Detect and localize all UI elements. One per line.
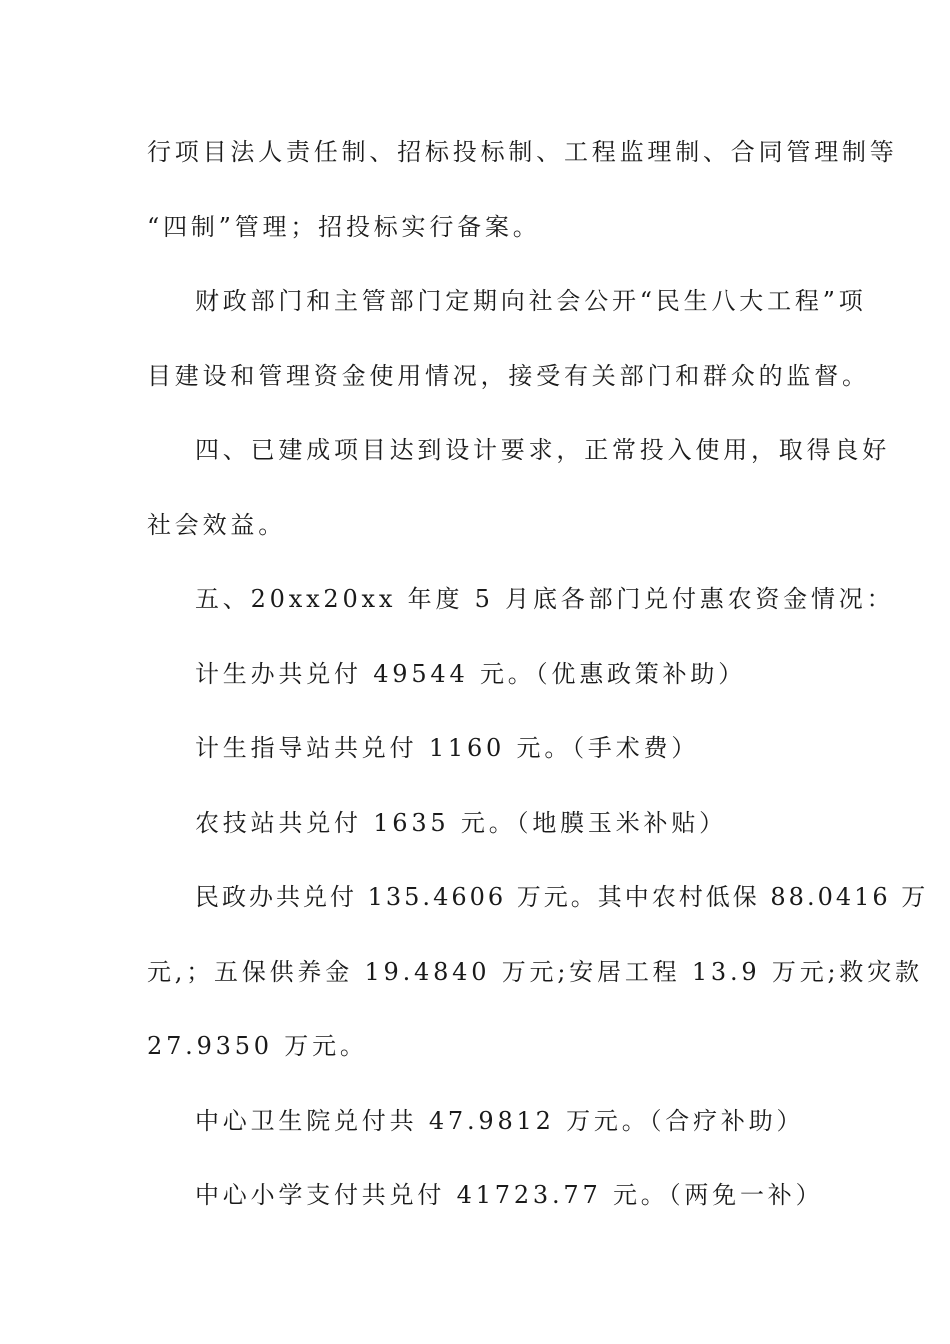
text-line: “四制”管理；招投标实行备案。: [147, 213, 541, 241]
text-line: 元,；五保供养金 19.4840 万元;安居工程 13.9 万元;救灾款: [147, 958, 923, 986]
section-heading-line: 四、已建成项目达到设计要求，正常投入使用，取得良好: [195, 436, 890, 464]
text-line: 目建设和管理资金使用情况，接受有关部门和群众的监督。: [147, 362, 870, 390]
text-line: 行项目法人责任制、招标投标制、工程监理制、合同管理制等: [147, 138, 898, 166]
payment-item-line: 中心卫生院兑付共 47.9812 万元。（合疗补助）: [195, 1107, 805, 1135]
text-line: 27.9350 万元。: [147, 1032, 368, 1060]
payment-item-line: 中心小学支付共兑付 41723.77 元。（两免一补）: [195, 1181, 824, 1209]
paragraph-start-line: 财政部门和主管部门定期向社会公开“民生八大工程”项: [195, 287, 867, 315]
text-line: 社会效益。: [147, 511, 286, 539]
payment-item-line: 农技站共兑付 1635 元。（地膜玉米补贴）: [195, 809, 727, 837]
payment-item-line: 民政办共兑付 135.4606 万元。其中农村低保 88.0416 万: [195, 883, 929, 911]
section-heading-line: 五、20xx20xx 年度 5 月底各部门兑付惠农资金情况：: [195, 585, 895, 613]
payment-item-line: 计生办共兑付 49544 元。（优惠政策补助）: [195, 660, 747, 688]
payment-item-line: 计生指导站共兑付 1160 元。（手术费）: [195, 734, 700, 762]
